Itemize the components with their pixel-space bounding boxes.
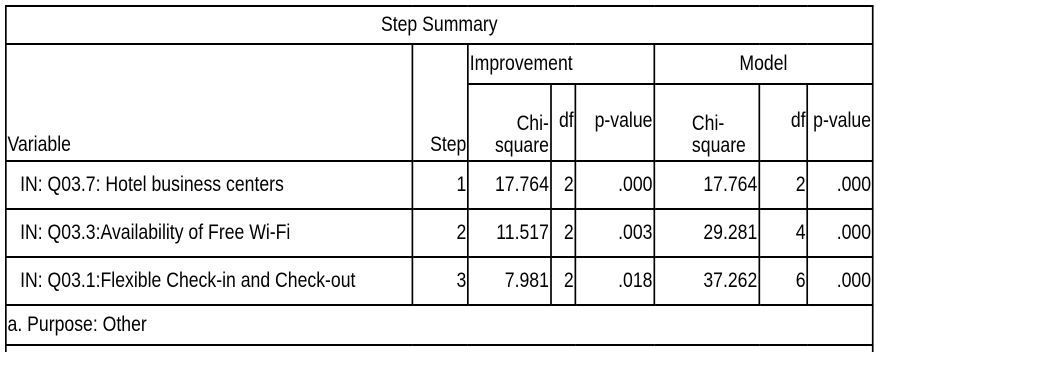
table-row [6,257,873,305]
row-model-p-value: .000 [807,257,872,305]
row-improvement-chi-square: 11.517 [468,209,551,257]
chi-square-line1: Chi- [691,112,725,135]
row-model-p-value: .000 [807,209,872,257]
row-step: 3 [412,257,468,305]
row-improvement-p-value: .018 [575,257,654,305]
row-improvement-df: 2 [551,161,576,209]
header-improvement-chi-square [468,84,551,161]
row-step: 2 [412,209,468,257]
row-model-df: 6 [759,257,807,305]
row-improvement-df: 2 [551,209,576,257]
row-variable: IN: Q03.3:Availability of Free Wi-Fi [6,209,413,257]
chi-square-line2: square [691,134,746,157]
header-model: Model [654,44,873,84]
table-row [6,161,873,209]
chi-square-line2: square [494,134,549,157]
row-variable: IN: Q03.1:Flexible Check-in and Check-out [6,257,413,305]
row-model-df: 4 [759,209,807,257]
header-improvement-df: df [551,84,576,161]
row-step: 1 [412,161,468,209]
header-improvement-p-value: p-value [575,84,654,161]
step-summary-table [5,5,874,352]
row-model-chi-square: 37.262 [654,257,759,305]
header-model-chi-square [654,84,759,161]
header-step: Step [412,44,468,161]
row-model-chi-square: 17.764 [654,161,759,209]
row-improvement-chi-square: 7.981 [468,257,551,305]
table-row [6,209,873,257]
header-improvement: Improvement [468,44,654,84]
chi-square-line1: Chi- [516,112,549,135]
row-model-p-value: .000 [807,161,872,209]
row-improvement-df: 2 [551,257,576,305]
row-improvement-p-value: .003 [575,209,654,257]
step-summary-table-wrapper [5,5,1039,352]
header-model-p-value: p-value [807,84,872,161]
table-bottom-spacer [6,345,873,352]
row-variable: IN: Q03.7: Hotel business centers [6,161,413,209]
header-variable: Variable [6,44,413,161]
table-footnote: a. Purpose: Other [6,305,873,345]
row-improvement-chi-square: 17.764 [468,161,551,209]
header-model-df: df [759,84,807,161]
table-title: Step Summary [6,6,873,44]
row-improvement-p-value: .000 [575,161,654,209]
row-model-df: 2 [759,161,807,209]
row-model-chi-square: 29.281 [654,209,759,257]
